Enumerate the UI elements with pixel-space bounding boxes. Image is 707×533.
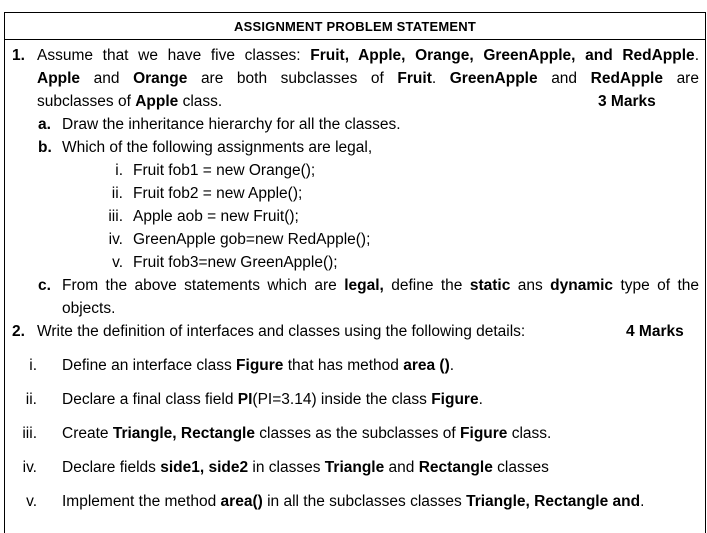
header-title: ASSIGNMENT PROBLEM STATEMENT — [233, 18, 476, 34]
q1-subclasses-of: are both subclasses of — [200, 70, 384, 87]
q1-line3-post: class. — [182, 93, 223, 110]
q2-iv-sides: side1, side2 — [160, 459, 249, 476]
q2-iii-t2: classes as the subclasses of — [259, 425, 456, 442]
q2-iii-t3: class. — [511, 425, 552, 442]
q2-i-t1: Define an interface class — [62, 357, 232, 374]
q1-are: are — [676, 70, 699, 87]
q1-c-dynamic: dynamic — [550, 277, 614, 294]
q1-greenapple: GreenApple — [449, 70, 538, 87]
assignment-label: i. — [115, 162, 123, 179]
q1-line3-apple: Apple — [135, 93, 179, 110]
q1-and-2: and — [551, 70, 578, 87]
q2-item-text — [62, 388, 483, 411]
assignment-code: GreenApple gob=new RedApple(); — [133, 231, 371, 248]
assignment-code: Apple aob = new Fruit(); — [133, 208, 299, 225]
q2-i-figure: Figure — [236, 357, 284, 374]
q2-iii-figure: Figure — [460, 425, 508, 442]
q2-iv-t3: and — [388, 459, 415, 476]
q1-a-text: Draw the inheritance hierarchy for all the classes. — [62, 116, 401, 133]
q1-b-label: b. — [38, 139, 52, 156]
q1-c-label: c. — [38, 277, 51, 294]
q2-iv-triangle: Triangle — [324, 459, 385, 476]
q2-item-text — [62, 456, 549, 479]
q1-line3-pre: subclasses of — [37, 93, 131, 110]
assignment-label: v. — [112, 254, 123, 271]
q1-fruit: Fruit — [397, 70, 432, 87]
q1-line-1-text — [37, 44, 699, 67]
q2-v-area: area() — [220, 493, 263, 510]
q2-v-t1: Implement the method — [62, 493, 217, 510]
q2-v-t2: in all the subclasses classes — [267, 493, 462, 510]
q1-line-3-text — [37, 90, 222, 113]
q2-ii-t3: . — [478, 391, 483, 408]
q1-redapple: RedApple — [590, 70, 663, 87]
assignment-label: ii. — [111, 185, 123, 202]
assignment-table — [4, 12, 706, 533]
q1-c-legal: legal, — [344, 277, 384, 294]
q1-c-t3: ans — [517, 277, 543, 294]
q2-iii-classes: Triangle, Rectangle — [112, 425, 255, 442]
q2-iv-t4: classes — [497, 459, 549, 476]
q2-ii-t1: Declare a final class field — [62, 391, 234, 408]
q2-item-label: ii. — [25, 391, 37, 408]
q2-item-text — [62, 422, 551, 445]
assignment-code: Fruit fob3=new GreenApple(); — [133, 254, 338, 271]
q1-c-t1: From the above statements which are — [62, 277, 337, 294]
table-header — [5, 13, 705, 40]
q2-text: Write the definition of interfaces and classes using the following details: — [37, 323, 526, 340]
q1-apple: Apple — [37, 70, 81, 87]
q1-c-text — [62, 274, 699, 297]
q2-item-label: v. — [26, 493, 37, 510]
q1-period: . — [431, 70, 437, 87]
q1-a-label: a. — [38, 116, 51, 133]
assignment-code: Fruit fob2 = new Apple(); — [133, 185, 303, 202]
q1-and-1: and — [93, 70, 120, 87]
q2-iv-t2: in classes — [252, 459, 321, 476]
q2-ii-pi: PI — [237, 391, 253, 408]
q1-c-line2: objects. — [62, 300, 116, 317]
q1-line-2-text — [37, 67, 699, 90]
q1-c-static: static — [469, 277, 511, 294]
q2-iii-t1: Create — [62, 425, 109, 442]
assignment-label: iv. — [108, 231, 123, 248]
assignment-label: iii. — [108, 208, 123, 225]
q2-v-classes: Triangle, Rectangle and — [466, 493, 641, 510]
q2-number: 2. — [12, 323, 25, 340]
q2-v-t3: . — [640, 493, 645, 510]
q1-c-t2: define the — [391, 277, 463, 294]
q1-orange: Orange — [133, 70, 188, 87]
q2-i-t3: . — [449, 357, 455, 374]
q2-item-label: i. — [29, 357, 37, 374]
q1-c-t4: type of the — [620, 277, 700, 294]
q2-item-text — [62, 354, 454, 377]
q2-item-label: iv. — [22, 459, 37, 476]
q2-marks: 4 Marks — [626, 323, 684, 340]
q2-iv-t1: Declare fields — [62, 459, 156, 476]
q2-i-area: area () — [403, 357, 450, 374]
q1-line1-end: . — [694, 47, 699, 64]
q2-iv-rectangle: Rectangle — [418, 459, 493, 476]
q2-item-label: iii. — [22, 425, 37, 442]
q2-i-t2: that has method — [287, 357, 399, 374]
q1-b-text: Which of the following assignments are legal, — [62, 139, 373, 156]
q1-marks: 3 Marks — [598, 93, 656, 110]
q1-number: 1. — [12, 47, 25, 64]
q1-line1-pre: Assume that we have five classes: — [37, 47, 301, 64]
q2-item-text — [62, 490, 644, 513]
assignment-code: Fruit fob1 = new Orange(); — [133, 162, 316, 179]
q2-ii-t2: (PI=3.14) inside the class — [252, 391, 427, 408]
q1-class-list: Fruit, Apple, Orange, GreenApple, and RedApple — [310, 47, 695, 64]
q2-ii-figure: Figure — [431, 391, 479, 408]
